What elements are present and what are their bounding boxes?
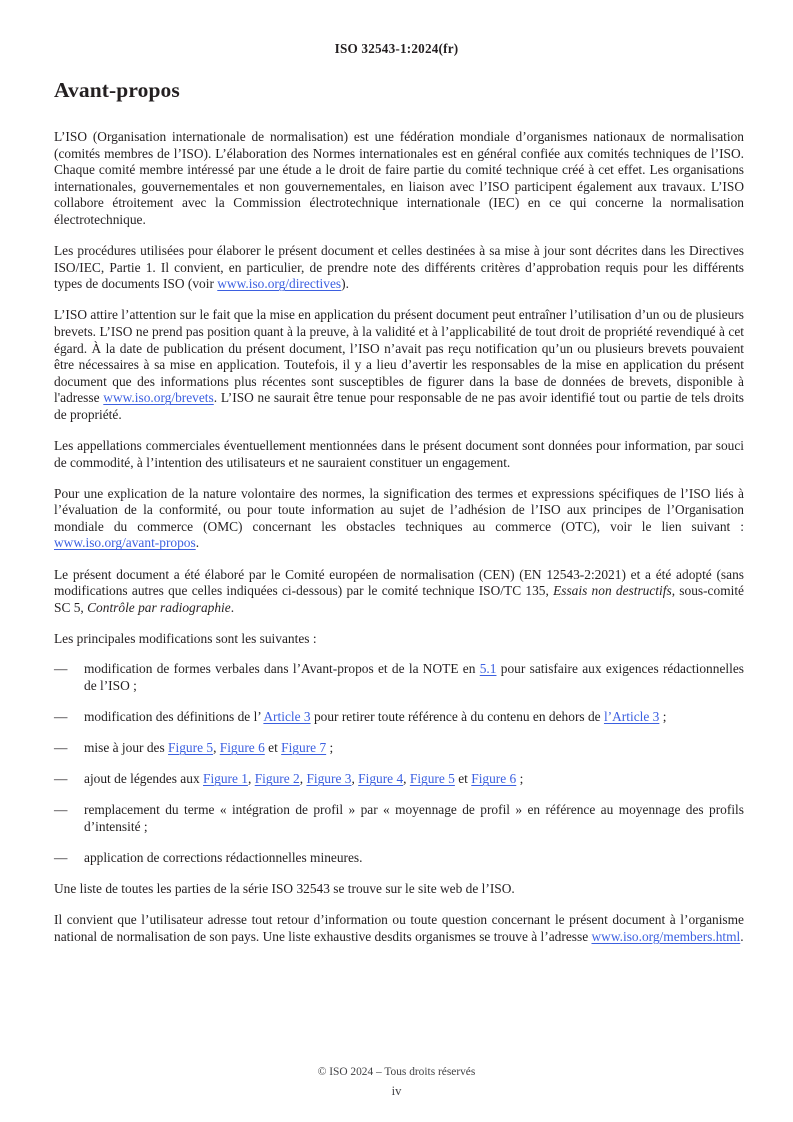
paragraph-text-after-link: . L’ISO ne saurait être tenue pour responsable de ne pas avoir identifié tout ou partie de tels droits de propriété. [54, 390, 745, 422]
list-item-text: application de corrections rédactionnelles mineures. [84, 850, 363, 866]
list-item-text-before-link: modification de formes verbales dans l’Avant-propos et de la NOTE en [84, 661, 480, 677]
list-item-text-after-link: ; [516, 771, 524, 787]
paragraph-text-before-link: Pour une explication de la nature volontaire des normes, la signification des termes et expressions spécifiques de l’ISO liés à l’évaluation de la conformité, ou pour toute information au sujet de l’adhésion de l’ISO aux principes de l’Organisation mondiale du commerce (OMC) concernant les obstacles techniques au commerce (OTC), voir le lien suivant : [54, 485, 744, 534]
em-dash-bullet-icon: — [54, 661, 68, 677]
running-head: ISO 32543-1:2024(fr) [334, 41, 459, 56]
committee-title-tc135: Essais non destructifs [553, 583, 672, 599]
list-item [54, 850, 744, 867]
list-item-text-middle: pour retirer toute référence à du contenu en dehors de [310, 709, 604, 725]
link-figure-5[interactable]: Figure 5 [168, 740, 214, 756]
link-iso-brevets[interactable]: www.iso.org/brevets [103, 390, 214, 406]
list-lead-in [54, 631, 744, 648]
paragraph-procedures [54, 243, 744, 293]
list-item-separator: , [213, 740, 220, 756]
list-item-separator: , [351, 771, 359, 787]
link-figure-2[interactable]: Figure 2 [254, 771, 300, 787]
paragraph-text: L’ISO (Organisation internationale de normalisation) est une fédération mondiale d’organismes nationaux de normalisation (comités membres de l’ISO). L’élaboration des Normes internationales est en général confiée aux comités techniques de l’ISO. Chaque comité membre intéressé par une étude a le droit de faire partie du comité technique créé à cet effet. Les organisations internationales, gouvernementales et non gouvernementales, en liaison avec l’ISO participent également aux travaux. L’ISO collabore étroitement avec la Commission électrotechnique internationale (IEC) en ce qui concerne la normalisation électrotechnique. [54, 129, 744, 227]
em-dash-bullet-icon: — [54, 771, 68, 787]
link-figure-6-second[interactable]: Figure 6 [471, 771, 517, 787]
list-item-text: remplacement du terme « intégration de profil » par « moyennage de profil » en référence au moyennage des profils d’intensité ; [84, 802, 744, 834]
paragraph-text: Une liste de toutes les parties de la série ISO 32543 se trouve sur le site web de l’ISO. [54, 881, 515, 897]
link-clause-5-1[interactable]: 5.1 [479, 661, 497, 677]
lead-in-text: Les principales modifications sont les suivantes : [54, 630, 317, 646]
link-figure-1[interactable]: Figure 1 [203, 771, 249, 787]
paragraph-voluntary-nature [54, 486, 744, 552]
link-article-3[interactable]: Article 3 [263, 709, 311, 725]
paragraph-text-after-link: . [195, 535, 200, 551]
paragraph-text-after-link: . [740, 928, 744, 944]
paragraph-text-before-link: Les procédures utilisées pour élaborer le présent document et celles destinées à sa mise à jour sont décrites dans les Directives ISO/IEC, Partie 1. Il convient, en particulier, de prendre note des différents critères d’approbation requis pour les différents types de documents ISO (voir [54, 243, 744, 292]
link-figure-6[interactable]: Figure 6 [219, 740, 265, 756]
paragraph-iso-description [54, 129, 744, 229]
subcommittee-title-sc5: Contrôle par radiographie [87, 599, 231, 615]
paragraph-text-before-link: L’ISO attire l’attention sur le fait que la mise en application du présent document peut entraîner l’utilisation d’un ou de plusieurs brevets. L’ISO ne prend pas position quant à la preuve, à la validité et à l’applicabilité de tout droit de propriété revendiqué à cet égard. À la date de publication du présent document, l’ISO n’avait pas reçu notification qu’un ou plusieurs brevets pouvaient être nécessaires à sa mise en application. Toutefois, il y a lieu d’avertir les responsables de la mise en application du présent document que des informations plus récentes sont susceptibles de figurer dans la base de données de brevets, disponible à l'adresse [54, 307, 744, 406]
list-item-separator: et [264, 740, 282, 756]
link-figure-3[interactable]: Figure 3 [306, 771, 352, 787]
link-figure-4[interactable]: Figure 4 [358, 771, 404, 787]
list-item-separator: , [403, 771, 410, 787]
list-item-text-before-link: modification des définitions de l’ [84, 709, 264, 725]
list-item [54, 771, 744, 788]
list-item-separator: , [248, 771, 255, 787]
paragraph-text-part3: . [230, 599, 235, 615]
paragraph-committee-origin [54, 567, 744, 617]
paragraph-trade-names [54, 438, 744, 471]
list-item [54, 802, 744, 835]
footer-copyright: © ISO 2024 – Tous droits réservés [317, 1066, 476, 1078]
page-content [54, 78, 744, 960]
link-iso-members[interactable]: www.iso.org/members.html [591, 928, 741, 944]
modifications-list [54, 661, 744, 866]
paragraph-feedback [54, 912, 744, 945]
link-figure-7[interactable]: Figure 7 [281, 740, 327, 756]
link-iso-avant-propos[interactable]: www.iso.org/avant-propos [54, 535, 196, 551]
list-item [54, 709, 744, 726]
link-figure-5-second[interactable]: Figure 5 [409, 771, 455, 787]
paragraph-patents [54, 307, 744, 423]
paragraph-text-before-link: Il convient que l’utilisateur adresse tout retour d’information ou toute question concernant le présent document à l’organisme national de normalisation de son pays. Une liste exhaustive desdits organismes se trouve à l’adresse [54, 912, 744, 944]
list-item-separator: et [454, 771, 472, 787]
list-item-text-before-link: mise à jour des [84, 740, 169, 756]
link-article-3-second[interactable]: l’Article 3 [603, 709, 660, 725]
em-dash-bullet-icon: — [54, 850, 68, 866]
footer-page-number: iv [391, 1084, 402, 1098]
paragraph-text: Les appellations commerciales éventuellement mentionnées dans le présent document sont données pour information, par souci de commodité, à l’intention des utilisateurs et ne sauraient constituer un engagement. [54, 438, 744, 470]
em-dash-bullet-icon: — [54, 709, 68, 725]
list-item-text-before-link: ajout de légendes aux [84, 771, 203, 787]
list-item [54, 661, 744, 694]
list-item-text-after-link: ; [659, 709, 667, 725]
list-item [54, 740, 744, 757]
list-item-text-after-link: pour satisfaire aux exigences rédactionnelles de l’ISO ; [84, 661, 744, 694]
paragraph-text-part2: , sous-comité SC 5, [54, 583, 744, 615]
list-item-text-after-link: ; [326, 740, 334, 756]
paragraph-text-after-link: ). [341, 276, 349, 292]
list-item-separator: , [299, 771, 307, 787]
link-iso-directives[interactable]: www.iso.org/directives [217, 276, 342, 292]
em-dash-bullet-icon: — [54, 802, 68, 818]
page-title: Avant-propos [54, 78, 180, 102]
paragraph-series-parts [54, 881, 744, 898]
paragraph-text-part1: Le présent document a été élaboré par le Comité européen de normalisation (CEN) (EN 12543-2:2021) et a été adopté (sans modifications autres que celles indiquées ci-dessous) par le comité technique ISO/TC 135, [54, 566, 744, 599]
em-dash-bullet-icon: — [54, 740, 68, 756]
